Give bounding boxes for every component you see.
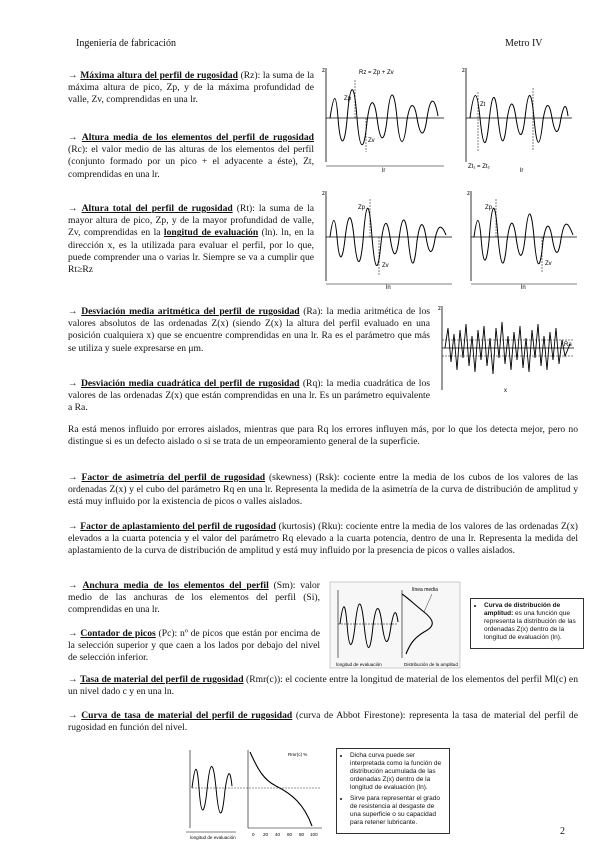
svg-text:0: 0 — [252, 832, 255, 837]
svg-text:Zt₁ = Zt₂: Zt₁ = Zt₂ — [468, 164, 490, 170]
svg-text:80: 80 — [299, 832, 305, 837]
figure-ra-profile — [436, 300, 580, 398]
svg-text:longitud de evaluación: longitud de evaluación — [336, 662, 382, 667]
svg-text:Ra: Ra — [564, 342, 572, 348]
figure-rt-multi — [465, 185, 583, 290]
figure-rc-profile — [460, 62, 578, 174]
svg-text:Zp: Zp — [358, 205, 366, 211]
header-left: Ingeniería de fabricación — [76, 38, 176, 49]
item-rmr: → Tasa de material del perfil de rugosidad (Rmr(c)): el cociente entre la longitud de material de los elementos del perfil Ml(c) en un nivel dado c y en una ln. — [68, 674, 578, 698]
svg-text:ln: ln — [521, 285, 526, 290]
svg-text:Distribución de la amplitud: Distribución de la amplitud — [404, 662, 458, 667]
page-number: 2 — [560, 826, 565, 837]
figure-abbott-curve — [172, 742, 332, 840]
svg-text:Zp: Zp — [485, 205, 493, 211]
svg-text:z: z — [438, 306, 441, 312]
svg-text:ln: ln — [386, 285, 391, 290]
svg-text:línea media: línea media — [412, 587, 438, 593]
figure-amplitude-distribution — [328, 580, 463, 670]
figure-rt-profile — [320, 185, 460, 290]
ra-note: Ra está menos influido por errores aislados, mientras que para Rq los errores influyen más, por lo que los detecta mejor, pero no distingue si es un defecto aislado o si se trata de un empeoramiento general de la superficie. — [68, 424, 578, 448]
svg-text:60: 60 — [287, 832, 293, 837]
svg-text:z: z — [467, 191, 470, 197]
abbott-curve-box: • Dicha curva puede ser interpretada como la función de distribución acumulada de las ordenadas Z(x) dentro de la longitud de evaluación (ln). • Sirve para representar el grado de resistencia al desgaste de una superficie o su capacidad para retener lubricante. — [336, 748, 450, 834]
svg-text:Zt: Zt — [480, 102, 486, 108]
svg-text:Rmr(c) %: Rmr(c) % — [288, 752, 308, 757]
item-rz: → Máxima altura del perfil de rugosidad (Rz): la suma de la máxima altura de pico, Zp, y de la máxima profundidad de valle, Zv, comprendidas en una lr. — [68, 70, 315, 106]
item-abbot: → Curva de tasa de material del perfil de rugosidad (curva de Abbot Firestone): representa la tasa de material del perfil de rugosidad en función del nivel. — [68, 710, 578, 734]
item-sm: → Anchura media de los elementos del perfil (Sm): valor medio de las anchuras de los elementos del perfil (Si), comprendidas en una lr. — [68, 580, 321, 616]
svg-text:z: z — [462, 68, 465, 74]
svg-text:x: x — [504, 388, 507, 394]
svg-text:Zv: Zv — [545, 261, 552, 267]
header-right: Metro IV — [505, 38, 543, 49]
svg-text:lr: lr — [520, 168, 524, 174]
item-rku: → Factor de aplastamiento del perfil de rugosidad (kurtosis) (Rku): cociente entre la media de los valores de las ordenadas Z(x) elevados a la cuarta potencia y el valor del parámetro Rq elevado a la cuarta potencia, dentro de una lr. Representa la medida del aplastamiento de la curva de distribución de amplitud y está muy influido por la presencia de picos o valles aislados. — [68, 521, 578, 557]
amplitude-distribution-box: • Curva de distribución de amplitud: es una función que representa la distribución de las ordenadas Z(x) dentro de la longitud de evaluación (ln). — [470, 598, 584, 649]
item-rt: → Altura total del perfil de rugosidad (Rt): la suma de la mayor altura de pico, Zp, y de la mayor profundidad de valle, Zv, comprendidas en la longitud de evaluación (ln). ln, en la dirección x, es la utilizada para evaluar el perfil, por lo que, puede comprender una o varias lr. Siempre se va a cumplir que Rt≥Rz — [68, 203, 315, 276]
svg-text:100: 100 — [310, 832, 318, 837]
item-pc: → Contador de picos (Pc): nº de picos que están por encima de la selección superior y que caen a los lados por debajo del nivel de selección inferior. — [68, 628, 320, 664]
item-ra: → Desviación media aritmética del perfil de rugosidad (Ra): la media aritmética de los valores absolutos de las ordenadas Z(x) (siendo Z(x) la altura del perfil evaluado en una posición cualquiera x) que se encuentre comprendidas en una lr. Ra es el parámetro que más se utiliza y suele expresarse en μm. — [68, 306, 430, 354]
item-rq: → Desviación media cuadrática del perfil de rugosidad (Rq): la media cuadrática de los valores de las ordenadas Z(x) que están comprendidas en una lr. Es un parámetro equivalente a Ra. — [68, 378, 431, 414]
svg-text:z: z — [322, 191, 325, 197]
svg-text:Zv: Zv — [382, 263, 389, 269]
item-rc: → Altura media de los elementos del perfil de rugosidad (Rc): el valor medio de las alturas de los elementos del perfil (conjunto formado por un pico + el adyacente a éste), Zt, comprendidas en una lr. — [68, 132, 314, 180]
svg-text:Rz = Zp + Zv: Rz = Zp + Zv — [359, 70, 394, 76]
item-rsk: → Factor de asimetría del perfil de rugosidad (skewness) (Rsk): cociente entre la media de los cubos de los valores de las ordenadas Z(x) y el cubo del parámetro Rq en una lr. Representa la medida de la asimetría de la curva de distribución de amplitud y está muy influido por la existencia de picos o valles aislados. — [68, 472, 578, 508]
svg-text:Zp: Zp — [344, 96, 352, 102]
svg-text:40: 40 — [275, 832, 281, 837]
svg-text:Zv: Zv — [368, 138, 375, 144]
svg-text:longitud de evaluación: longitud de evaluación — [190, 835, 236, 840]
svg-text:lr: lr — [382, 168, 386, 174]
svg-text:z: z — [322, 68, 325, 74]
figure-rz-profile — [320, 62, 450, 174]
svg-text:20: 20 — [263, 832, 269, 837]
